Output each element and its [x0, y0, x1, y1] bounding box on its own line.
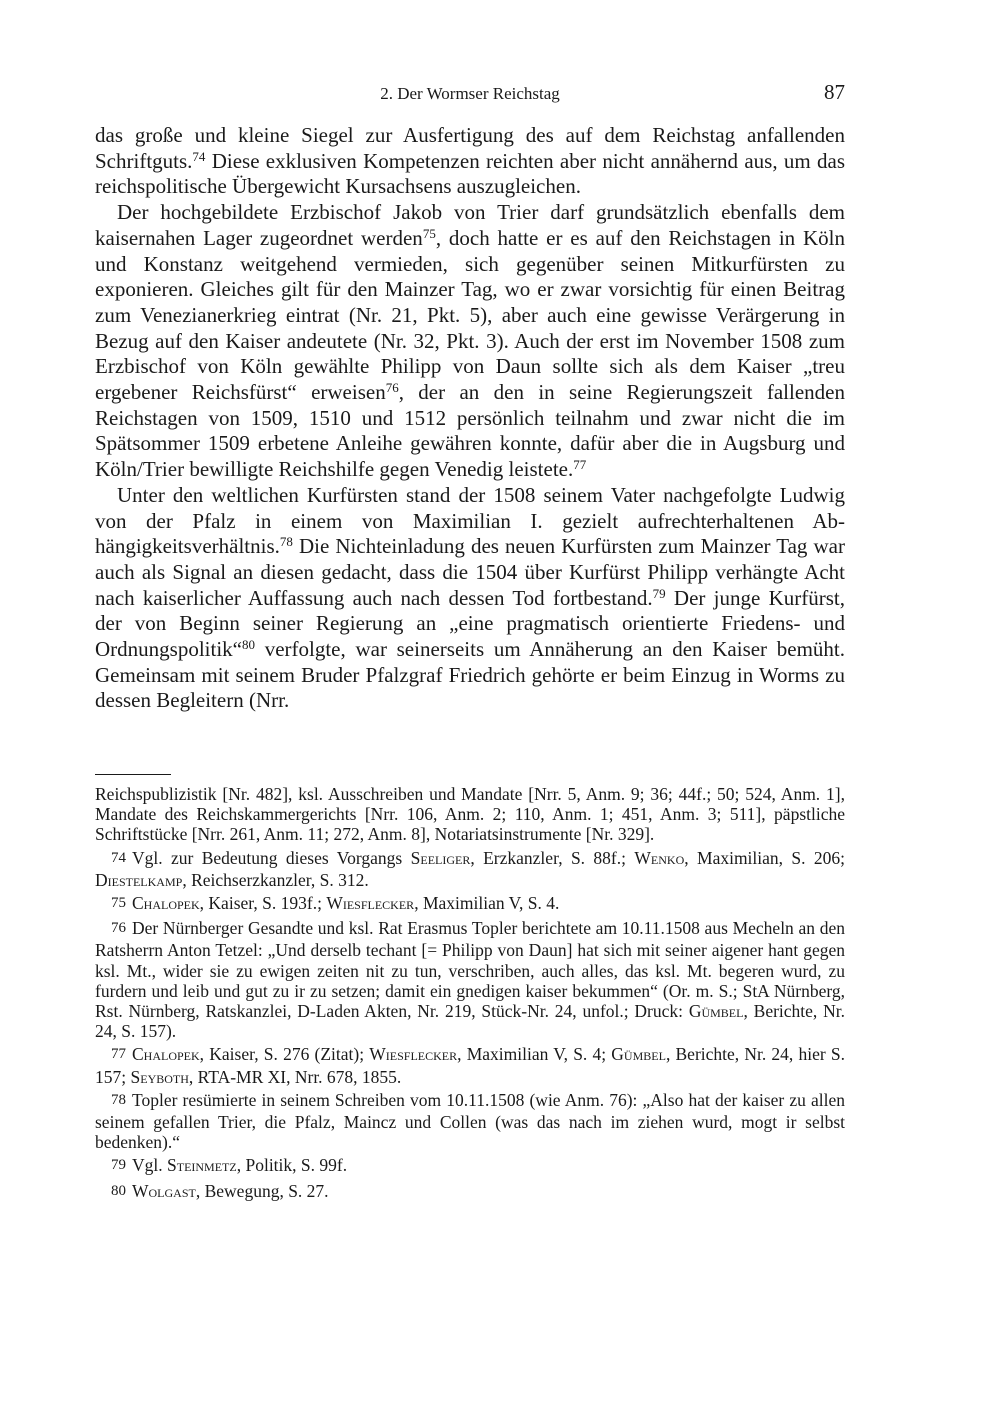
text-run: , Reichserzkanzler, S. 312. [182, 869, 369, 890]
text-run: das große und kleine Siegel zur Ausfertigung des auf dem Reichstag anfallenden Schriftguts. [95, 123, 845, 173]
footnote-number: 77 [111, 1046, 126, 1063]
author-name: Wolgast [132, 1180, 196, 1201]
footnote-number: 76 [111, 920, 126, 937]
page-number: 87 [824, 80, 845, 104]
footnote-79 [95, 1155, 845, 1177]
footnote-ref-74: 74 [192, 148, 206, 164]
author-name: Diestelkamp [95, 869, 183, 890]
text-run: , Kaiser, S. 193f.; [199, 893, 327, 914]
footnote-ref-75: 75 [422, 225, 436, 241]
paragraph-3 [95, 483, 845, 714]
text-run: , Erzkanzler, S. 88f.; [470, 847, 635, 868]
author-name: Wiesflecker [326, 893, 415, 914]
footnote-number: 78 [111, 1091, 126, 1108]
author-name: Wenko [634, 847, 685, 868]
main-text [95, 123, 845, 714]
author-name: Chalopek [132, 1044, 200, 1065]
text-run: , doch hatte er es auf den Reichstagen in Köln und Konstanz weitgehend vermieden, sich gegenüber seinen Mitkurfürsten zu exponieren. Gleiches gilt für den Mainzer Tag, wo er zwar vorsichtig für einen Beitrag zum Venezianerkrieg eintrat (Nr. 21, Pkt. 5), aber auch eine gewisse Verärgerung in Bezug auf den Kaiser andeutete (Nr. 32, Pkt. 3). Auch der erst im November 1508 zum Erzbischof von Köln gewählte Philipp von Daun sollte sich als dem Kaiser „treu ergebener Reichsfürst“ erweisen [95, 225, 845, 405]
footnote-75 [95, 893, 845, 915]
footnote-number: 75 [111, 895, 126, 912]
footnote-separator [95, 774, 171, 775]
text-run: , Maximilian, S. 206; [684, 847, 846, 868]
footnote-ref-78: 78 [279, 534, 293, 550]
text-run: Vgl. [132, 1155, 167, 1176]
footnote-74 [95, 848, 845, 890]
text-run: , der an den in seine Regierungszeit fallenden Reichstagen von 1509, 1510 und 1512 persönlich teilnahm und zwar nicht die im Spätsommer 1509 erbetene Anleihe gewähren konnte, dafür aber die in Augsburg und Köln/Trier bewilligte Reichshilfe gegen Venedig leistete. [95, 380, 845, 482]
paragraph-1 [95, 123, 845, 200]
running-title: 2. Der Wormser Reichstag [380, 84, 560, 103]
text-run: , Berichte, Nr. 24, hier S. 157; [95, 1044, 845, 1087]
footnotes [95, 784, 845, 1206]
author-name: Wiesflecker [369, 1044, 458, 1065]
footnote-78 [95, 1090, 845, 1153]
text-run: , Maximilian V, S. 4. [414, 893, 560, 914]
footnote-ref-80: 80 [242, 637, 255, 653]
text-run: , RTA-MR XI, Nrr. 678, 1855. [188, 1066, 402, 1087]
footnote-number: 79 [111, 1157, 126, 1174]
paragraph-2 [95, 200, 845, 483]
text-run: verfolgte, war seinerseits um Annäherung an den Kaiser bemüht. Gemeinsam mit seinem Bruder Pfalzgraf Friedrich gehörte er beim Einzug in Worms zu dessen Begleitern (Nrr. [95, 637, 845, 713]
text-run: Topler resümierte in seinem Schreiben vom 10.11.1508 (wie Anm. 76): „Also hat der kaiser zu allen seinem gefallen Trier, die Pfalz, Maincz und Collen (was das nach im ziehen wurd, mogt ir selbst bedenken).“ [95, 1089, 845, 1153]
footnote-76 [95, 918, 845, 1041]
text-run: Der hochgebildete Erzbischof Jakob von Trier darf grundsätzlich ebenfalls dem kaisernahen Lager zugeordnet werden [95, 200, 845, 250]
author-name: Seeliger [410, 847, 471, 868]
author-name: Steinmetz [167, 1155, 237, 1176]
author-name: Seyboth [130, 1066, 189, 1087]
text-run: Vgl. zur Bedeutung dieses Vorgangs [132, 847, 411, 868]
footnote-number: 74 [111, 849, 126, 866]
author-name: Gümbel [688, 1001, 744, 1022]
text-run: Diese exklusiven Kompetenzen reichten aber nicht annähernd aus, um das reichspolitische Übergewicht Kursachsens auszugleichen. [95, 148, 845, 199]
text-run: Die Nichteinladung des neuen Kurfürsten zum Mainzer Tag war auch als Signal an diesen gedacht, dass die 1504 über Kurfürst Philipp verhängte Acht nach kaiserlicher Auffassung auch nach dessen Tod fortbestand. [95, 534, 845, 610]
author-name: Chalopek [132, 893, 200, 914]
footnote-ref-76: 76 [385, 380, 399, 396]
text-run: , Maximilian V, S. 4; [457, 1044, 612, 1065]
footnote-ref-77: 77 [573, 457, 587, 473]
author-name: Gümbel [611, 1044, 666, 1065]
text-run: , Politik, S. 99f. [236, 1155, 348, 1176]
footnote-77 [95, 1044, 845, 1086]
text-run: , Bewegung, S. 27. [195, 1180, 329, 1201]
footnote-ref-79: 79 [652, 585, 666, 601]
footnote-number: 80 [111, 1182, 126, 1199]
footnote-continuation: Reichspublizistik [Nr. 482], ksl. Ausschreiben und Mandate [Nrr. 5, Anm. 9; 36; 44f.; 50; 524, Anm. 1], Mandate des Reichskammergerichts [Nrr. 106, Anm. 2; 110, Anm. 1; 451, Anm. 3; 511], päpstliche Schriftstücke [Nrr. 261, Anm. 11; 272, Anm. 8], Notariatsinstrumente [Nr. 329]. [95, 784, 845, 845]
text-run: , Kaiser, S. 276 (Zitat); [199, 1044, 370, 1065]
text-run: , Berichte, Nr. 24, S. 157). [95, 1001, 845, 1042]
page-header [95, 80, 845, 110]
text-run: Der junge Kurfürst, der von Beginn seiner Regierung an „eine pragmatisch orientierte Friedens- und Ordnungspolitik“ [95, 585, 845, 662]
text-run: Unter den weltlichen Kurfürsten stand der 1508 seinem Vater nachgefolgte Ludwig von der Pfalz in einem von Maximilian I. gezielt aufrechterhaltenen Abhängigkeitsverhältnis. [95, 482, 845, 559]
footnote-80 [95, 1181, 845, 1203]
text-run: Der Nürnberger Gesandte und ksl. Rat Erasmus Topler berichtete am 10.11.1508 aus Mecheln an den Ratsherrn Anton Tetzel: „Und derselb techant [= Philipp von Daun] hat sich mit seiner aigener hant gegen ksl. Mt., wider sie zu ewigen zeiten nit zu tun, verschriben, auch alles, das ksl. Mt. begeren wurd, zu furdern und leib und gut zu ir zu setzen; damit ein gnedigen kaiser bekummen“ (Or. m. S.; StA Nürnberg, Rst. Nürnberg, Ratskanzlei, D-Laden Akten, Nr. 219, Stück-Nr. 24, unfol.; Druck: [95, 918, 845, 1022]
